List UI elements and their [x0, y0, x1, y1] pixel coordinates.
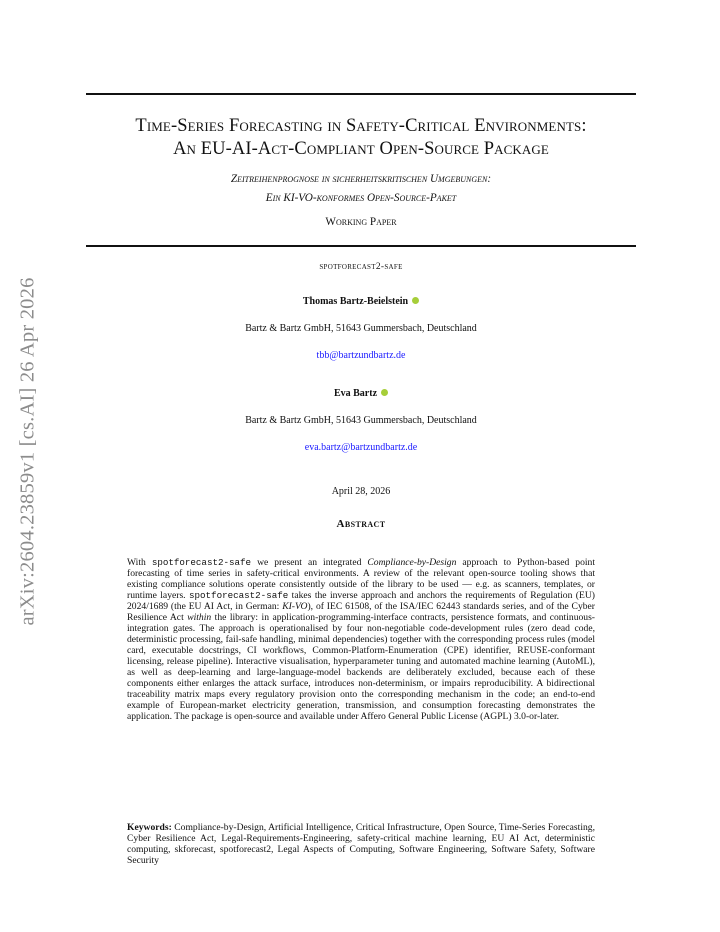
bottom-rule: [86, 245, 636, 247]
paper-title-line-1: Time-Series Forecasting in Safety-Critical Environments:: [135, 116, 587, 136]
arxiv-identifier-text: arXiv:2604.23859v1 [cs.AI] 26 Apr 2026: [16, 276, 39, 626]
abstract-text: we present an integrated: [251, 557, 368, 568]
author-name-text: Eva Bartz: [333, 388, 378, 399]
top-rule: [86, 93, 636, 95]
abstract-emphasis: Compliance-by-Design: [367, 557, 457, 568]
paper-title-line-2: An EU-AI-Act-Compliant Open-Source Package: [173, 139, 549, 159]
author-affiliation: Bartz & Bartz GmbH, 51643 Gummersbach, Deutschland: [245, 323, 477, 334]
author-name-text: Thomas Bartz-Beielstein: [302, 296, 409, 307]
abstract-emphasis: KI-VO: [282, 601, 308, 612]
abstract-text: approach to Python-based point forecasting of time series in safety-critical environments. A review of the relevant open-source tooling shows that existing compliance solutions operate consistently outside of the library to be used — e.g. as scanners, templates, or runtime layers.: [127, 557, 595, 601]
paper-subtitle-line-1: Zeitreihenprognose in sicherheitskritischen Umgebungen:: [230, 173, 492, 185]
abstract-text: takes the inverse approach and anchors the requirements of Regulation (EU) 2024/1689 (the EU AI Act, in German:: [127, 590, 595, 612]
abstract-text: ), of IEC 61508, of the ISA/IEC 62443 standards series, and of the Cyber Resilience Act: [127, 601, 595, 623]
keywords-text: Compliance-by-Design, Artificial Intelligence, Critical Infrastructure, Open Source, Time-Series Forecasting, Cyber Resilience Act, Legal-Requirements-Engineering, safety-critical machine learning, EU AI Act, deterministic computing, skforecast, spotforecast2, Legal Aspects of Computing, Software Engineering, Software Safety, Software Security: [127, 822, 595, 866]
keywords-label: Keywords:: [127, 822, 172, 833]
abstract-heading: Abstract: [336, 518, 386, 530]
orcid-icon[interactable]: [412, 297, 419, 304]
abstract-text: With: [127, 557, 152, 568]
paper-subtitle: [86, 170, 636, 208]
paper-title: [86, 115, 636, 161]
paper-subtitle-line-2: Ein KI-VO-konformes Open-Source-Paket: [265, 192, 457, 204]
author-email-link[interactable]: eva.bartz@bartzundbartz.de: [304, 442, 418, 453]
author-name: [86, 296, 636, 307]
package-code-name: spotforecast2-safe: [151, 557, 252, 568]
author-email-link[interactable]: tbb@bartzundbartz.de: [316, 350, 406, 361]
arxiv-identifier-stamp: [10, 262, 46, 640]
paper-kind: Working Paper: [325, 216, 397, 228]
package-code-name: spotforecast2-safe: [189, 590, 289, 601]
author-name: [86, 388, 636, 399]
author-affiliation: Bartz & Bartz GmbH, 51643 Gummersbach, Deutschland: [245, 415, 477, 426]
abstract-text: the library: in application-programming-interface contracts, persistence formats, and continuous-integration gates. The approach is operationalised by four non-negotiable code-development rules (zero dead code, deterministic processing, fail-safe handling, minimal dependencies) together with the corresponding process rules (model card, executable docstrings, CI workflows, Common-Platform-Enumeration (CPE) identifier, REUSE-conformant licensing, release pipeline). Interactive visualisation, hyperparameter tuning and automated machine learning (AutoML), as well as deep-learning and large-language-model backends are deliberately excluded, because each of these components either enlarges the attack surface, introduces non-determinism, or impairs reproducibility. A bidirectional traceability matrix maps every regulatory provision onto the corresponding mechanism in the code; an end-to-end example of European-market electricity generation, transmission, and consumption forecasting demonstrates the application. The package is open-source and available under Affero General Public License (AGPL) 3.0-or-later.: [127, 612, 596, 722]
abstract-emphasis: within: [187, 612, 212, 623]
orcid-icon[interactable]: [381, 389, 388, 396]
abstract-body: [127, 557, 595, 722]
package-name: spotforecast2-safe: [319, 262, 403, 272]
keywords-section: [127, 822, 595, 866]
publication-date: April 28, 2026: [331, 486, 391, 497]
